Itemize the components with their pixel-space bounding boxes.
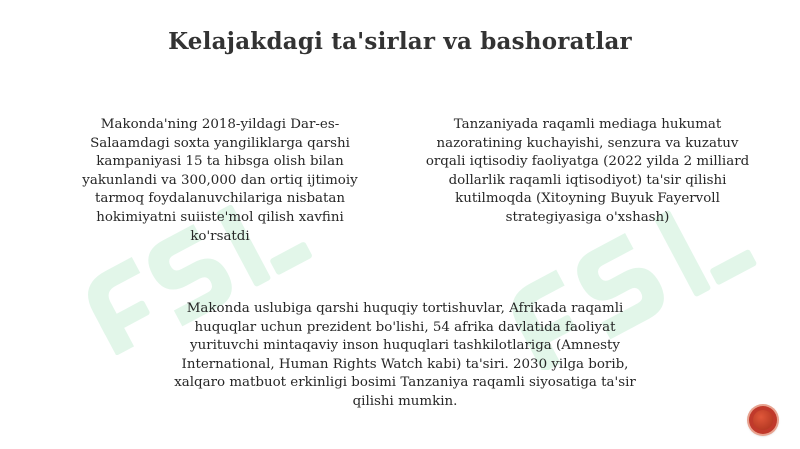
text-line: xalqaro matbuot erkinligi bosimi Tanzaniya raqamli siyosatiga ta'sir [174,375,636,391]
text-block-bottom [140,300,670,412]
text-line: ko'rsatdi [190,228,250,244]
text-line: Salaamdagi soxta yangiliklarga qarshi [90,135,350,151]
nav-circle-icon[interactable] [749,406,777,434]
text-line: kutilmoqda (Xitoyning Buyuk Fayervoll [455,191,720,207]
text-line: kampaniyasi 15 ta hibsga olish bilan [96,154,344,170]
text-line: Tanzaniyada raqamli mediaga hukumat [453,117,722,132]
text-block-right [400,116,775,228]
text-block-left [70,116,370,246]
text-line: nazoratining kuchayishi, senzura va kuzatuv [436,135,739,151]
text-line: tarmoq foydalanuvchilariga nisbatan [94,191,346,207]
text-line: dollarlik raqamli iqtisodiyot) ta'sir qilishi [448,172,727,188]
text-line: strategiyasiga o'xshash) [505,209,670,225]
text-line: Makonda uslubiga qarshi huquqiy tortishuvlar, Afrikada raqamli [186,301,624,316]
text-line: qilishi mumkin. [352,393,458,409]
text-line: yurituvchi mintaqaviy inson huquqlari tashkilotlariga (Amnesty [190,338,620,354]
slide-title: Kelajakdagi ta'sirlar va bashoratlar [168,28,632,55]
text-line: International, Human Rights Watch kabi) ta'siri. 2030 yilga borib, [181,356,629,372]
nav-circle-inner [753,410,773,430]
text-line: hokimiyatni suiiste'mol qilish xavfini [96,209,344,225]
text-line: huquqlar uchun prezident bo'lishi, 54 afrika davlatida faoliyat [194,319,616,335]
text-line: orqali iqtisodiy faoliyatga (2022 yilda 2 milliard [425,154,750,170]
text-line: yakunlandi va 300,000 dan ortiq ijtimoiy [82,172,358,188]
text-line: Makonda'ning 2018-yildagi Dar-es- [100,117,340,132]
